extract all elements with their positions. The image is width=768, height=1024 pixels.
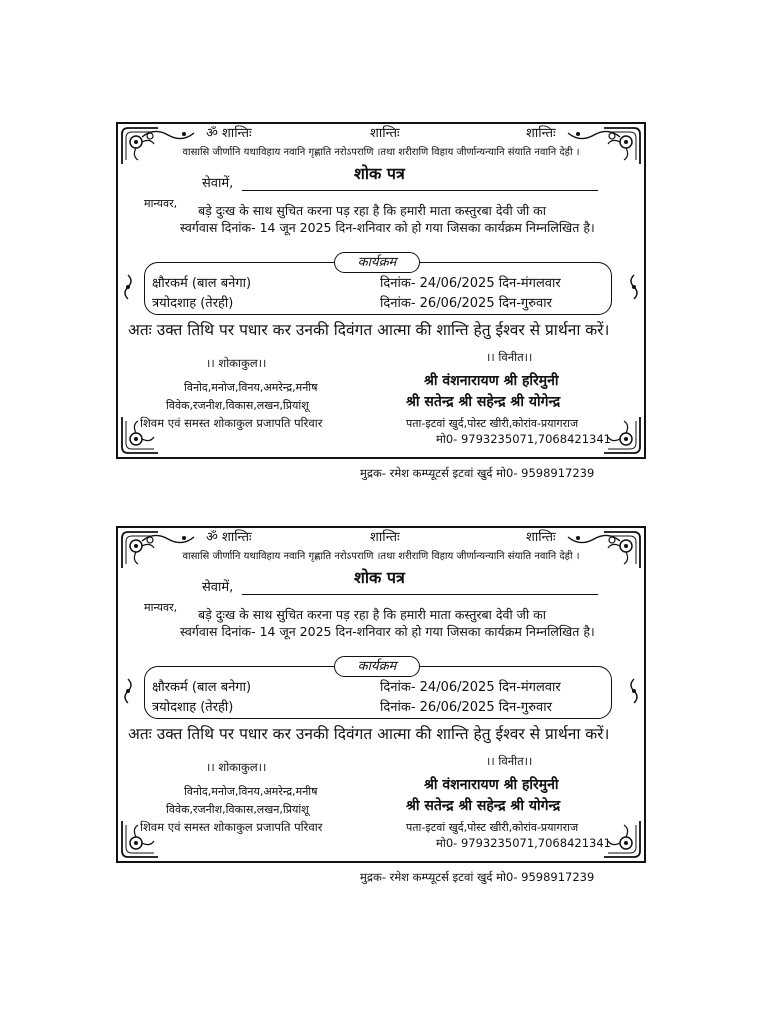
shloka: वासासि जीर्णानि यथाविहाय नवानि गृह्णाति नरोऽपराणि ।तथा शरीराणि विहाय जीर्णान्यन्यानि संयाति नवानि देही ।: [182, 147, 580, 158]
shokakul-names-2: विवेक,रजनीश,विकास,लखन,प्रियांशू: [166, 399, 309, 412]
side-ornament: [627, 678, 641, 704]
appeal-text: अतः उक्त तिथि पर पधार कर उनकी दिवंगत आत्मा की शान्ति हेतु ईश्वर से प्रार्थना करें।: [128, 725, 610, 743]
body-line-2: स्वर्गवास दिनांक- 14 जून 2025 दिन-शनिवार को हो गया जिसका कार्यक्रम निम्नलिखित है।: [180, 220, 595, 235]
shloka: वासासि जीर्णानि यथाविहाय नवानि गृह्णाति नरोऽपराणि ।तथा शरीराणि विहाय जीर्णान्यन्यानि संयाति नवानि देही ।: [182, 551, 580, 562]
vineet-heading: ।। विनीत।।: [486, 350, 533, 364]
shanti-center: शान्तिः: [370, 126, 400, 141]
vineet-name-2: श्री सतेन्द्र श्री सहेन्द्र श्री योगेन्द्र: [406, 798, 561, 814]
program-date-1: दिनांक- 24/06/2025 दिन-मंगलवार: [380, 276, 561, 291]
body-line-1: बड़े दुःख के साथ सुचित करना पड़ रहा है कि हमारी माता कस्तुरबा देवी जी का: [198, 203, 547, 218]
card-title: शोक पत्र: [354, 568, 405, 587]
card-title: शोक पत्र: [354, 164, 405, 183]
address: पता-इटवां खुर्द,पोस्ट खीरी,कोरांव-प्रयागराज: [406, 417, 579, 430]
vineet-name-2: श्री सतेन्द्र श्री सहेन्द्र श्री योगेन्द्र: [406, 394, 561, 410]
salutation: मान्यवर,: [144, 601, 178, 614]
printer-credit: मुद्रक- रमेश कम्प्यूटर्स इटवां खुर्द मो0- 9598917239: [360, 870, 595, 884]
shokakul-names-1: विनोद,मनोज,विनय,अमरेन्द्र,मनीष: [184, 785, 318, 798]
address: पता-इटवां खुर्द,पोस्ट खीरी,कोरांव-प्रयागराज: [406, 821, 579, 834]
side-ornament: [627, 274, 641, 300]
shokakul-names-1: विनोद,मनोज,विनय,अमरेन्द्र,मनीष: [184, 381, 318, 394]
shokakul-names-2: विवेक,रजनीश,विकास,लखन,प्रियांशू: [166, 803, 309, 816]
side-ornament: [121, 274, 135, 300]
condolence-card-1: [116, 122, 646, 459]
salutation: मान्यवर,: [144, 197, 178, 210]
program-event-2: त्रयोदशाह (तेरही): [152, 700, 234, 715]
body-line-1: बड़े दुःख के साथ सुचित करना पड़ रहा है कि हमारी माता कस्तुरबा देवी जी का: [198, 607, 547, 622]
program-event-1: क्षौरकर्म (बाल बनेगा): [152, 680, 252, 695]
mobile-numbers: मो0- 9793235071,7068421341: [436, 836, 611, 850]
shokakul-names-3: शिवम एवं समस्त शोकाकुल प्रजापति परिवार: [140, 820, 323, 834]
sevame-label: सेवामें,: [202, 176, 234, 191]
om-shanti: ॐ शान्तिः: [206, 530, 252, 545]
program-date-1: दिनांक- 24/06/2025 दिन-मंगलवार: [380, 680, 561, 695]
printer-credit: मुद्रक- रमेश कम्प्यूटर्स इटवां खुर्द मो0- 9598917239: [360, 466, 595, 480]
mobile-numbers: मो0- 9793235071,7068421341: [436, 432, 611, 446]
shanti-right: शान्तिः: [526, 126, 556, 141]
vineet-heading: ।। विनीत।।: [486, 754, 533, 768]
side-ornament: [121, 678, 135, 704]
program-label: कार्यक्रम: [334, 656, 420, 677]
body-line-2: स्वर्गवास दिनांक- 14 जून 2025 दिन-शनिवार को हो गया जिसका कार्यक्रम निम्नलिखित है।: [180, 624, 595, 639]
om-shanti: ॐ शान्तिः: [206, 126, 252, 141]
vineet-name-1: श्री वंशनारायण श्री हरिमुनी: [424, 373, 559, 389]
program-date-2: दिनांक- 26/06/2025 दिन-गुरुवार: [380, 296, 552, 311]
condolence-card-2: [116, 526, 646, 863]
swirl-ornament: [140, 127, 196, 143]
program-date-2: दिनांक- 26/06/2025 दिन-गुरुवार: [380, 700, 552, 715]
vineet-name-1: श्री वंशनारायण श्री हरिमुनी: [424, 777, 559, 793]
appeal-text: अतः उक्त तिथि पर पधार कर उनकी दिवंगत आत्मा की शान्ति हेतु ईश्वर से प्रार्थना करें।: [128, 321, 610, 339]
program-event-2: त्रयोदशाह (तेरही): [152, 296, 234, 311]
swirl-ornament: [566, 531, 622, 547]
shokakul-heading: ।। शोकाकुल।।: [206, 356, 267, 370]
recipient-line: [242, 594, 598, 595]
shanti-right: शान्तिः: [526, 530, 556, 545]
shokakul-names-3: शिवम एवं समस्त शोकाकुल प्रजापति परिवार: [140, 416, 323, 430]
shanti-center: शान्तिः: [370, 530, 400, 545]
shokakul-heading: ।। शोकाकुल।।: [206, 760, 267, 774]
program-event-1: क्षौरकर्म (बाल बनेगा): [152, 276, 252, 291]
sevame-label: सेवामें,: [202, 580, 234, 595]
program-label: कार्यक्रम: [334, 252, 420, 273]
recipient-line: [242, 190, 598, 191]
swirl-ornament: [140, 531, 196, 547]
swirl-ornament: [566, 127, 622, 143]
